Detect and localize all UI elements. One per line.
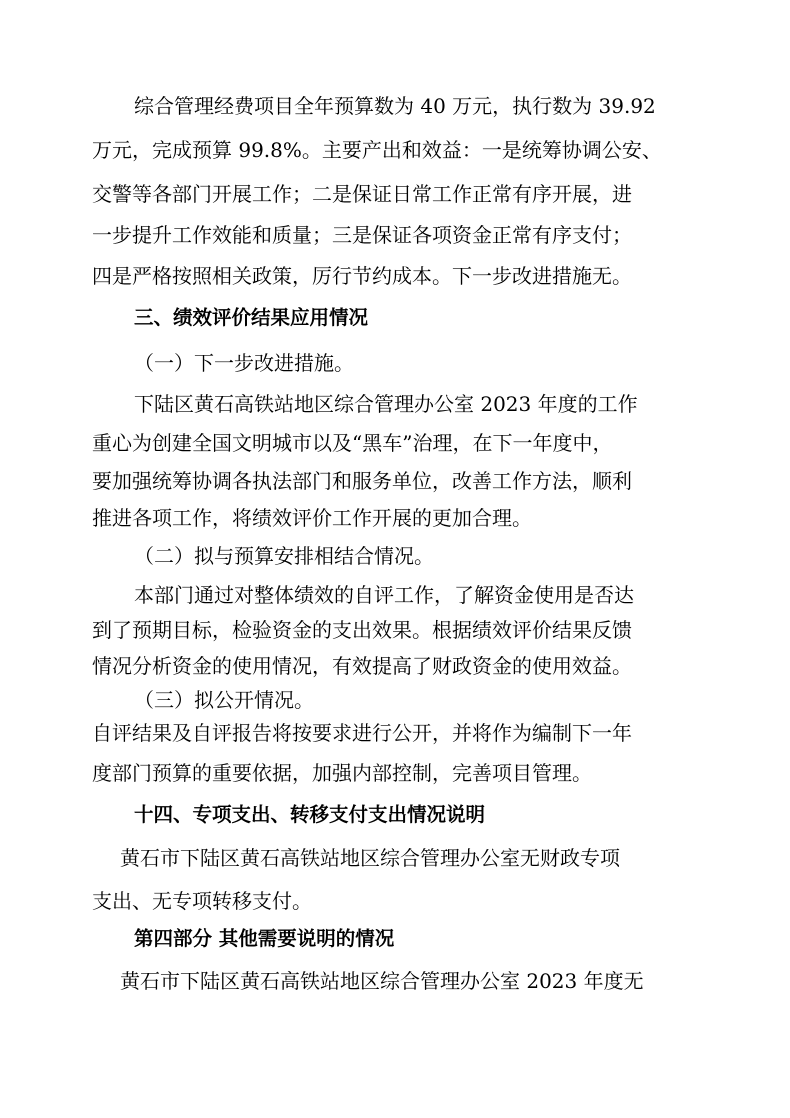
body-text-line: 情况分析资金的使用情况，有效提高了财政资金的使用效益。 — [92, 654, 632, 678]
body-text-line: 交警等各部门开展工作；二是保证日常工作正常有序开展，进 — [92, 182, 632, 206]
body-text-line: 自评结果及自评报告将按要求进行公开，并将作为编制下一年 — [92, 721, 632, 745]
subsection-heading: （二）拟与预算安排相结合情况。 — [134, 544, 434, 568]
body-text-line: 推进各项工作，将绩效评价工作开展的更加合理。 — [92, 506, 532, 530]
body-text-line: 要加强统筹协调各执法部门和服务单位，改善工作方法，顺利 — [92, 469, 632, 493]
subsection-heading: （一）下一步改进措施。 — [134, 351, 354, 375]
body-text-line: 四是严格按照相关政策，厉行节约成本。下一步改进措施无。 — [92, 264, 632, 288]
body-text-line: 支出、无专项转移支付。 — [92, 889, 312, 913]
body-text-line: 度部门预算的重要依据，加强内部控制，完善项目管理。 — [92, 761, 592, 785]
body-text-line: 综合管理经费项目全年预算数为 40 万元，执行数为 39.92 — [134, 94, 656, 118]
section-heading: 十四、专项支出、转移支付支出情况说明 — [134, 803, 486, 826]
body-text-line: 本部门通过对整体绩效的自评工作，了解资金使用是否达 — [134, 583, 634, 607]
body-text-line: 到了预期目标，检验资金的支出效果。根据绩效评价结果反馈 — [92, 618, 632, 642]
body-text-line: 下陆区黄石高铁站地区综合管理办公室 2023 年度的工作 — [134, 392, 638, 416]
body-text-line: 黄石市下陆区黄石高铁站地区综合管理办公室 2023 年度无 — [120, 969, 644, 993]
body-text-line: 黄石市下陆区黄石高铁站地区综合管理办公室无财政专项 — [120, 846, 620, 870]
body-text-line: 万元，完成预算 99.8%。主要产出和效益：一是统筹协调公安、 — [92, 138, 662, 162]
body-text-line: 一步提升工作效能和质量；三是保证各项资金正常有序支付； — [92, 223, 632, 247]
body-text-line: 重心为创建全国文明城市以及“黑车”治理，在下一年度中， — [92, 431, 613, 455]
section-heading: 三、绩效评价结果应用情况 — [134, 306, 369, 329]
part-heading: 第四部分 其他需要说明的情况 — [134, 927, 395, 950]
subsection-heading: （三）拟公开情况。 — [134, 688, 314, 712]
